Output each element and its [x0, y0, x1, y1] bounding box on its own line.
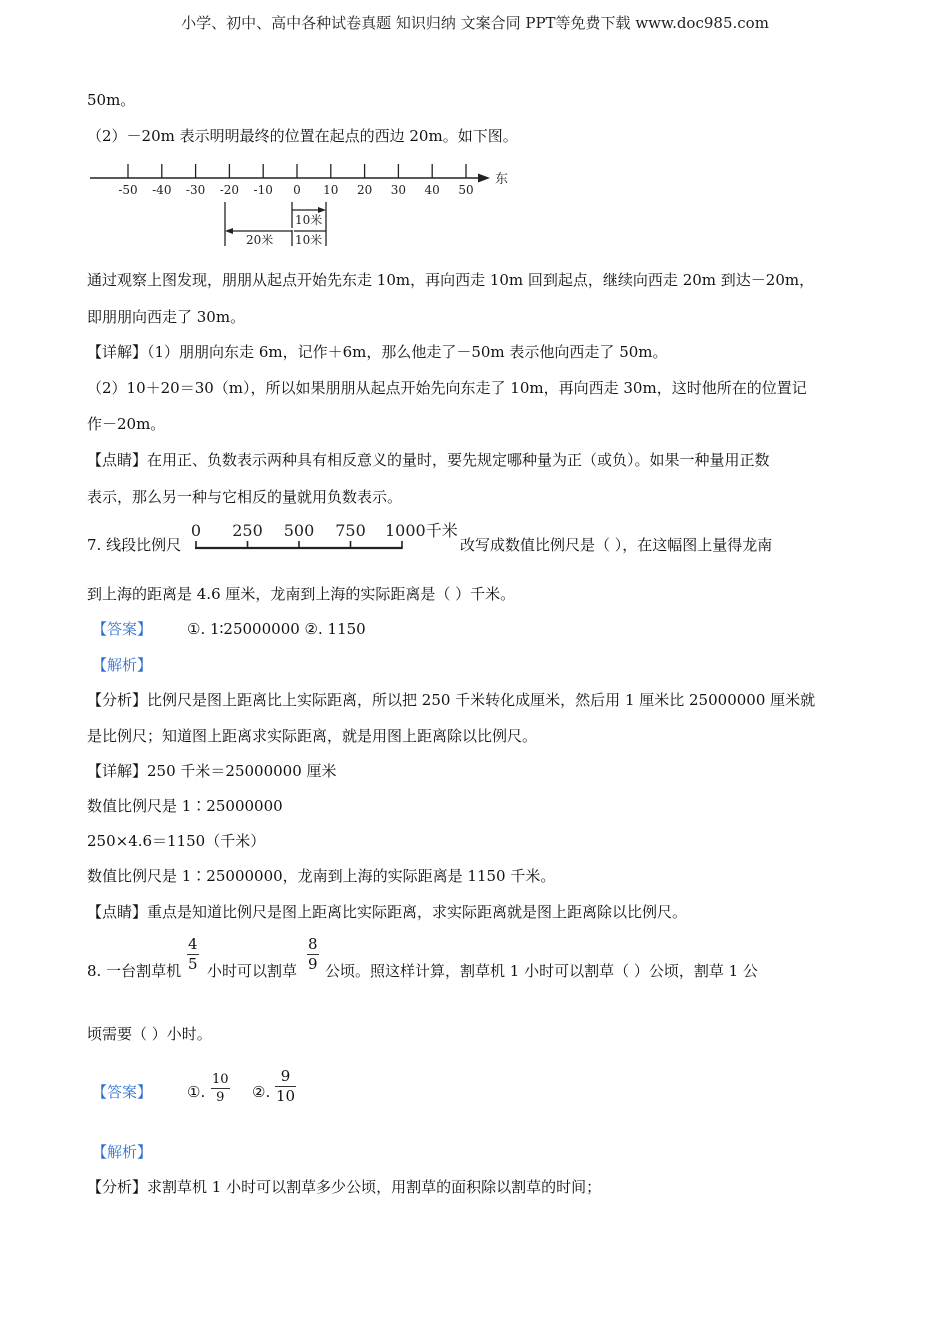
- text-line: 作－20m。: [87, 415, 166, 433]
- number-line-diagram: [88, 158, 518, 250]
- fraction: [211, 1072, 230, 1105]
- analysis-label: 【解析】: [92, 656, 153, 674]
- text-line: 【分析】比例尺是图上距离比上实际距离，所以把 250 千米转化成厘米，然后用 1 厘米比 25000000 厘米就: [87, 691, 816, 709]
- arrow-left-icon: [225, 228, 233, 234]
- number-line-tick-label: -20: [219, 183, 240, 197]
- number-line-tick-label: -40: [152, 183, 172, 197]
- number-line-tick-label: -50: [118, 183, 138, 197]
- number-line-tick-label: 30: [390, 183, 407, 197]
- number-line-tick-label: -30: [185, 183, 206, 197]
- number-line-tick-label: -10: [253, 183, 273, 197]
- segment-label: 10米: [295, 233, 323, 247]
- answer-prefix: ②.: [252, 1083, 271, 1101]
- number-line-tick-label: 0: [293, 183, 301, 197]
- fraction-denominator: 9: [308, 955, 318, 973]
- text-line: 【详解】（1）朋朋向东走 6m，记作＋6m，那么他走了－50m 表示他向西走了 50m。: [87, 343, 668, 361]
- fraction: [307, 936, 319, 973]
- question-7-prefix: 7. 线段比例尺: [87, 536, 182, 554]
- fraction-denominator: 5: [188, 955, 198, 973]
- scale-tick-label: 750: [335, 521, 366, 540]
- text-line: 【详解】250 千米＝25000000 厘米: [87, 762, 337, 780]
- fraction: [275, 1068, 296, 1105]
- text-line: 即朋朋向西走了 30m。: [87, 308, 246, 326]
- question-8-text: 小时可以割草: [207, 962, 298, 980]
- text-line: 数值比例尺是 1∶25000000: [87, 797, 283, 815]
- answer-label: 【答案】: [92, 620, 153, 638]
- answer-label: 【答案】: [92, 1083, 153, 1101]
- question-7-line2: 到上海的距离是 4.6 厘米，龙南到上海的实际距离是（ ）千米。: [87, 585, 516, 603]
- text-line: 250×4.6＝1150（千米）: [87, 832, 266, 850]
- fraction-numerator: 9: [280, 1067, 291, 1085]
- number-line-tick-label: 20: [356, 183, 373, 197]
- text-line: 是比例尺；知道图上距离求实际距离，就是用图上距离除以比例尺。: [87, 727, 538, 745]
- text-line: 【点睛】重点是知道比例尺是图上距离比实际距离，求实际距离就是图上距离除以比例尺。: [87, 903, 688, 921]
- text-line: （2）－20m 表示明明最终的位置在起点的西边 20m。如下图。: [87, 127, 518, 145]
- fraction-numerator: 10: [212, 1072, 229, 1087]
- arrow-head-icon: [478, 174, 490, 183]
- question-8-text: 公顷。照这样计算，割草机 1 小时可以割草（ ）公顷，割草 1 公: [325, 962, 758, 980]
- fraction-numerator: 8: [308, 935, 318, 953]
- scale-tick-label: 1000千米: [385, 521, 458, 540]
- scale-tick-label: 0: [190, 521, 202, 540]
- analysis-label: 【解析】: [92, 1143, 153, 1161]
- segment-label: 20米: [246, 233, 274, 247]
- question-8-prefix: 8. 一台割草机: [87, 962, 182, 980]
- number-line-tick-label: 10: [323, 183, 339, 197]
- answer-prefix: ①.: [187, 1083, 206, 1101]
- answer-text: ①. 1∶25000000 ②. 1150: [187, 620, 366, 638]
- scale-bar-diagram: [190, 518, 460, 554]
- segment-label: 10米: [295, 213, 323, 227]
- direction-label: 东: [495, 172, 509, 187]
- text-line: 表示，那么另一种与它相反的量就用负数表示。: [87, 488, 403, 506]
- text-line: 通过观察上图发现，朋朋从起点开始先东走 10m，再向西走 10m 回到起点，继续向西走 20m 到达－20m，: [87, 271, 815, 289]
- number-line-tick-label: 50: [458, 183, 474, 197]
- page-header: 小学、初中、高中各种试卷真题 知识归纳 文案合同 PPT等免费下载 www.doc985.com: [181, 14, 769, 32]
- text-line: （2）10＋20＝30（m），所以如果朋朋从起点开始先向东走了 10m，再向西走 30m，这时他所在的位置记: [87, 379, 807, 397]
- scale-tick-label: 500: [283, 521, 315, 540]
- text-line: 【点睛】在用正、负数表示两种具有相反意义的量时，要先规定哪种量为正（或负）。如果一种量用正数: [87, 451, 770, 469]
- question-8-line2: 顷需要（ ）小时。: [87, 1025, 212, 1043]
- fraction: [187, 936, 199, 973]
- fraction-denominator: 10: [276, 1087, 296, 1105]
- fraction-numerator: 4: [188, 935, 198, 953]
- number-line-tick-label: 40: [424, 183, 440, 197]
- scale-tick-label: 250: [232, 521, 263, 540]
- text-line: 50m。: [87, 91, 136, 109]
- text-line: 【分析】求割草机 1 小时可以割草多少公顷，用割草的面积除以割草的时间；: [87, 1178, 602, 1196]
- text-line: 数值比例尺是 1∶25000000，龙南到上海的实际距离是 1150 千米。: [87, 867, 556, 885]
- fraction-denominator: 9: [211, 1088, 230, 1105]
- question-7-text: 改写成数值比例尺是（ ），在这幅图上量得龙南: [460, 536, 773, 554]
